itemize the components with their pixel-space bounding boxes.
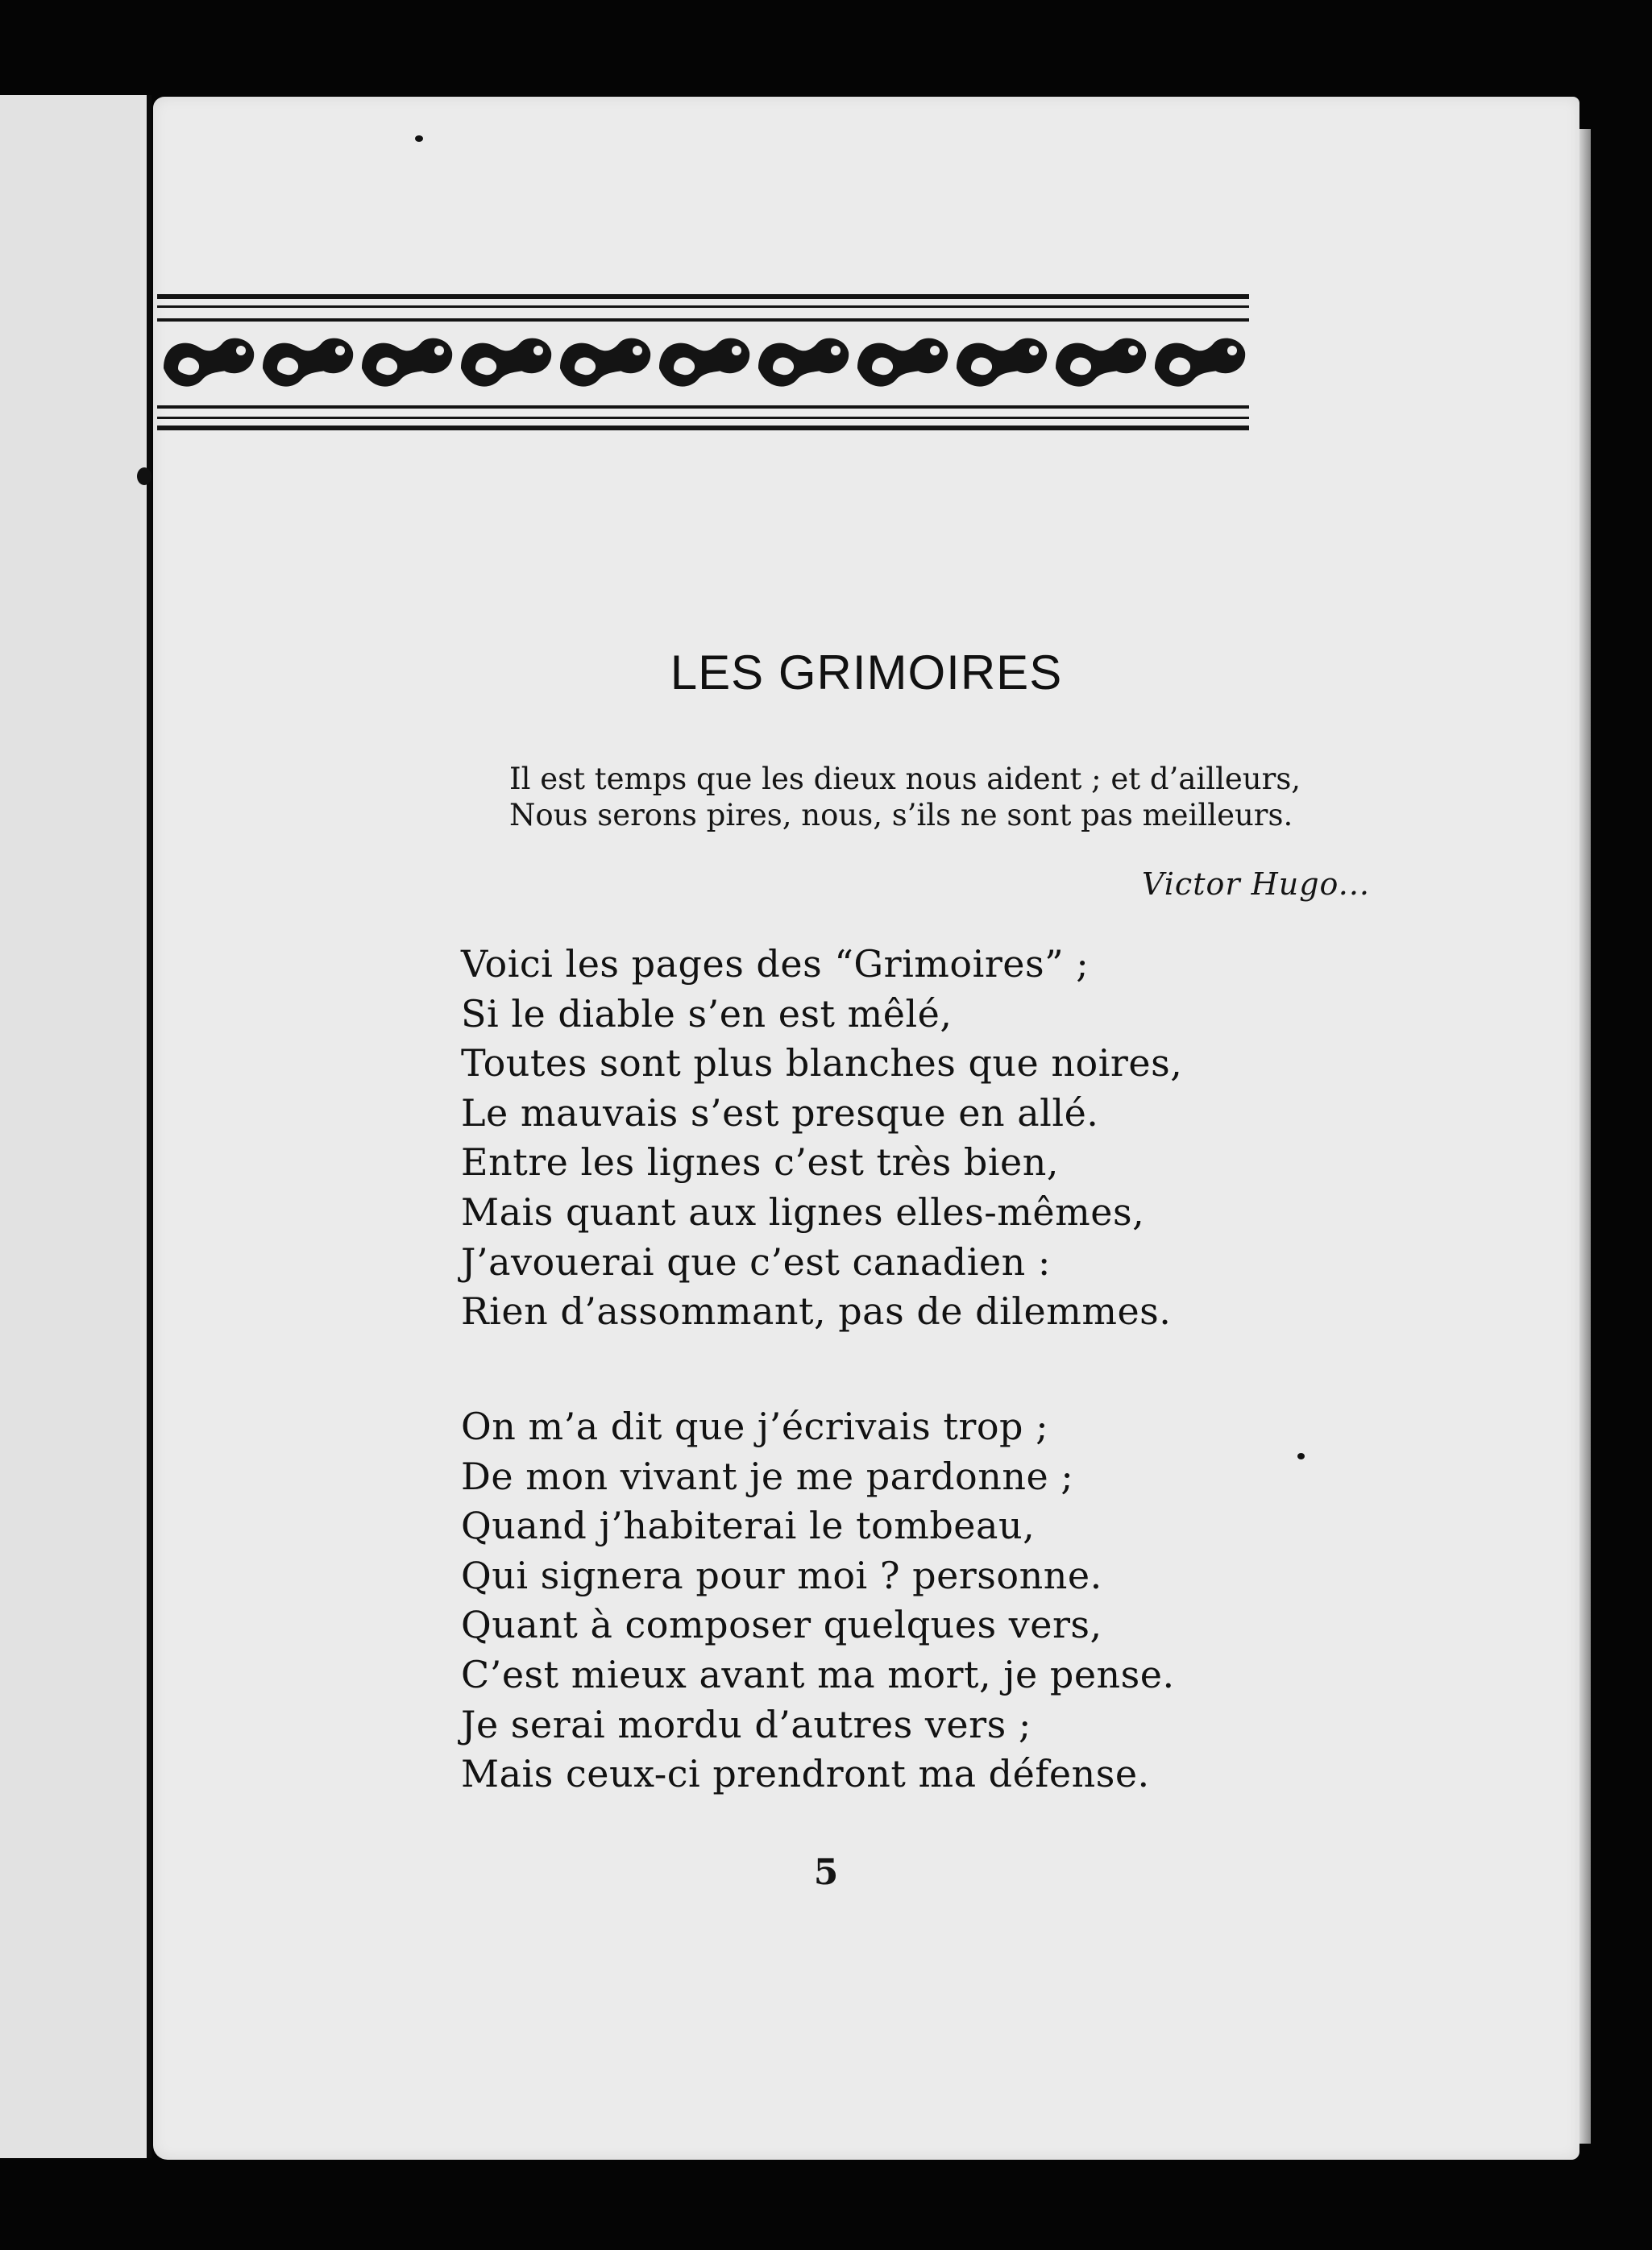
verse-line: Le mauvais s’est presque en allé.: [461, 1090, 1099, 1135]
ornament-scroll-motif: [560, 338, 650, 387]
verse-line: Mais quant aux lignes elles-mêmes,: [461, 1189, 1145, 1234]
ornament-scroll-motif: [263, 338, 353, 387]
binding-mark: [137, 467, 152, 485]
ornament-scroll-motif: [857, 338, 948, 387]
ink-speck: [415, 135, 423, 142]
verse-line: De mon vivant je me pardonne ;: [461, 1454, 1074, 1498]
ornament-scroll-band: [164, 338, 1245, 387]
verse-line: Quand j’habiterai le tombeau,: [461, 1504, 1036, 1548]
verse-line: Toutes sont plus blanches que noires,: [461, 1041, 1183, 1086]
ornament-scroll-motif: [957, 338, 1047, 387]
facing-page-edge: [0, 95, 152, 2158]
page-edge-shadow: [1579, 129, 1591, 2144]
verse-line: Je serai mordu d’autres vers ;: [461, 1702, 1031, 1746]
epigraph-author: Victor Hugo...: [1142, 866, 1370, 902]
decorative-header-ornament: [157, 294, 1249, 447]
epigraph: [509, 761, 1380, 833]
verse-line: C’est mieux avant ma mort, je pense.: [461, 1652, 1175, 1696]
verse-line: J’avouerai que c’est canadien :: [461, 1239, 1051, 1284]
ornament-scroll-motif: [1056, 338, 1146, 387]
ornament-scroll-motif: [461, 338, 551, 387]
verse-line: Rien d’assommant, pas de dilemmes.: [461, 1289, 1172, 1334]
stanza-1: [461, 940, 1182, 1337]
ornament-scroll-motif: [758, 338, 849, 387]
page-number: 5: [813, 1852, 839, 1893]
ornament-scroll-motif: [1155, 338, 1245, 387]
verse-line: Entre les lignes c’est très bien,: [461, 1140, 1060, 1185]
page-title: LES GRIMOIRES: [670, 646, 1063, 699]
verse-line: Si le diable s’en est mêlé,: [461, 991, 953, 1036]
ornament-scroll-motif: [164, 338, 254, 387]
ornament-scroll-motif: [362, 338, 452, 387]
ornament-scroll-motif: [659, 338, 749, 387]
verse-line: Mais ceux-ci prendront ma défense.: [461, 1752, 1150, 1796]
stanza-2: [461, 1402, 1175, 1800]
epigraph-line: Il est temps que les dieux nous aident ; et d’ailleurs,: [509, 762, 1301, 796]
verse-line: Qui signera pour moi ? personne.: [461, 1553, 1102, 1597]
verse-line: Quant à composer quelques vers,: [461, 1603, 1102, 1647]
ink-speck: [1297, 1453, 1305, 1459]
epigraph-line: Nous serons pires, nous, s’ils ne sont pas meilleurs.: [509, 798, 1293, 832]
verse-line: On m’a dit que j’écrivais trop ;: [461, 1405, 1049, 1448]
verse-line: Voici les pages des “Grimoires” ;: [461, 942, 1090, 986]
